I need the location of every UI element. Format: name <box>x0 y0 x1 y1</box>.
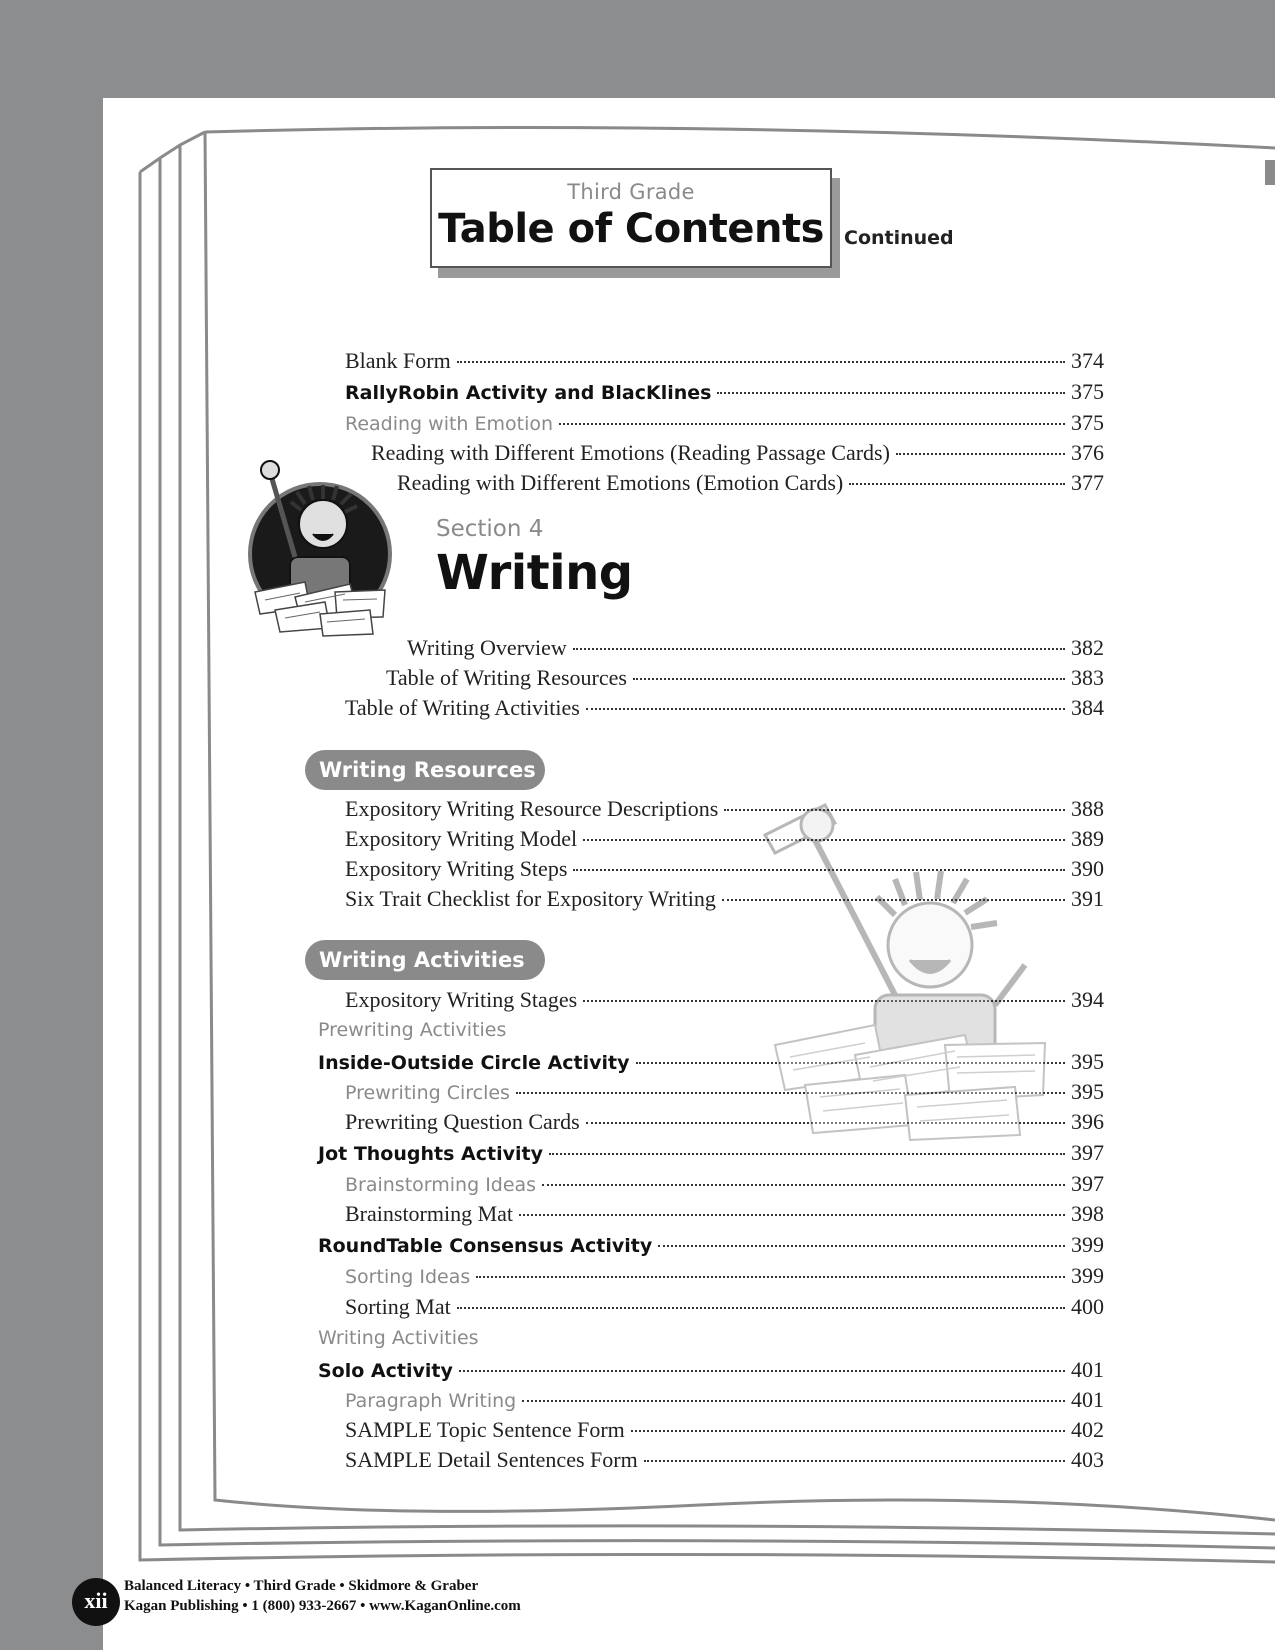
toc-title-box <box>430 168 832 268</box>
leader-dots <box>644 1460 1065 1462</box>
section-title: Writing <box>436 545 633 601</box>
leader-dots <box>457 361 1065 363</box>
toc-entry[interactable]: Inside-Outside Circle Activity 395 <box>318 1049 1104 1074</box>
writing-activities-pill: Writing Activities <box>305 940 545 980</box>
toc-entry[interactable]: Reading with Different Emotions (Reading Passage Cards) 376 <box>371 440 1104 465</box>
toc-entry[interactable]: Brainstorming Mat 398 <box>345 1201 1104 1226</box>
leader-dots <box>542 1184 1065 1186</box>
leader-dots <box>457 1307 1065 1309</box>
prewriting-activities-label: Prewriting Activities <box>318 1019 507 1041</box>
toc-entry[interactable]: Sorting Mat 400 <box>345 1294 1104 1319</box>
toc-entry[interactable]: Solo Activity 401 <box>318 1357 1104 1382</box>
leader-dots <box>573 648 1065 650</box>
toc-entry[interactable]: Writing Overview 382 <box>407 635 1104 660</box>
footer-book-info: Balanced Literacy • Third Grade • Skidmore & Graber <box>124 1578 479 1594</box>
toc-entry[interactable]: Paragraph Writing 401 <box>345 1387 1104 1412</box>
leader-dots <box>459 1370 1065 1372</box>
leader-dots <box>476 1276 1065 1278</box>
toc-entry[interactable]: Expository Writing Model 389 <box>345 826 1104 851</box>
leader-dots <box>849 483 1065 485</box>
footer-publisher-info: Kagan Publishing • 1 (800) 933-2667 • www.KaganOnline.com <box>124 1598 521 1614</box>
toc-entry[interactable]: RoundTable Consensus Activity 399 <box>318 1232 1104 1257</box>
leader-dots <box>717 392 1065 394</box>
grade-label: Third Grade <box>567 180 695 204</box>
toc-entry[interactable]: RallyRobin Activity and BlacKlines 375 <box>345 379 1104 404</box>
writing-resources-pill: Writing Resources <box>305 750 545 790</box>
toc-title: Table of Contents <box>438 206 824 252</box>
toc-entry[interactable]: Table of Writing Resources 383 <box>386 665 1104 690</box>
toc-entry[interactable]: Prewriting Circles 395 <box>345 1079 1104 1104</box>
leader-dots <box>658 1245 1065 1247</box>
toc-entry[interactable]: Jot Thoughts Activity 397 <box>318 1140 1104 1165</box>
continued-label: Continued <box>844 227 954 249</box>
section-number: Section 4 <box>436 516 544 542</box>
leader-dots <box>586 708 1065 710</box>
toc-entry[interactable]: Reading with Emotion 375 <box>345 410 1104 435</box>
toc-entry[interactable]: Expository Writing Stages 394 <box>345 987 1104 1012</box>
leader-dots <box>633 678 1065 680</box>
toc-entry[interactable]: Blank Form 374 <box>345 348 1104 373</box>
toc-entry[interactable]: Expository Writing Resource Descriptions 388 <box>345 796 1104 821</box>
toc-entry[interactable]: Brainstorming Ideas 397 <box>345 1171 1104 1196</box>
leader-dots <box>559 423 1065 425</box>
leader-dots <box>631 1430 1065 1432</box>
toc-entry[interactable]: Six Trait Checklist for Expository Writing 391 <box>345 886 1104 911</box>
page-number-badge: xii <box>72 1578 120 1626</box>
toc-entry[interactable]: Prewriting Question Cards 396 <box>345 1109 1104 1134</box>
toc-entry[interactable]: SAMPLE Topic Sentence Form 402 <box>345 1417 1104 1442</box>
toc-entry[interactable]: SAMPLE Detail Sentences Form 403 <box>345 1447 1104 1472</box>
toc-entry[interactable]: Expository Writing Steps 390 <box>345 856 1104 881</box>
mascot-watermark-illustration <box>745 795 1065 1155</box>
toc-entry[interactable]: Table of Writing Activities 384 <box>345 695 1104 720</box>
toc-entry[interactable]: Sorting Ideas 399 <box>345 1263 1104 1288</box>
mascot-circle-illustration <box>235 442 405 642</box>
leader-dots <box>519 1214 1065 1216</box>
leader-dots <box>896 453 1065 455</box>
toc-entry[interactable]: Reading with Different Emotions (Emotion Cards) 377 <box>397 470 1104 495</box>
writing-activities-label: Writing Activities <box>318 1327 479 1349</box>
leader-dots <box>522 1400 1065 1402</box>
